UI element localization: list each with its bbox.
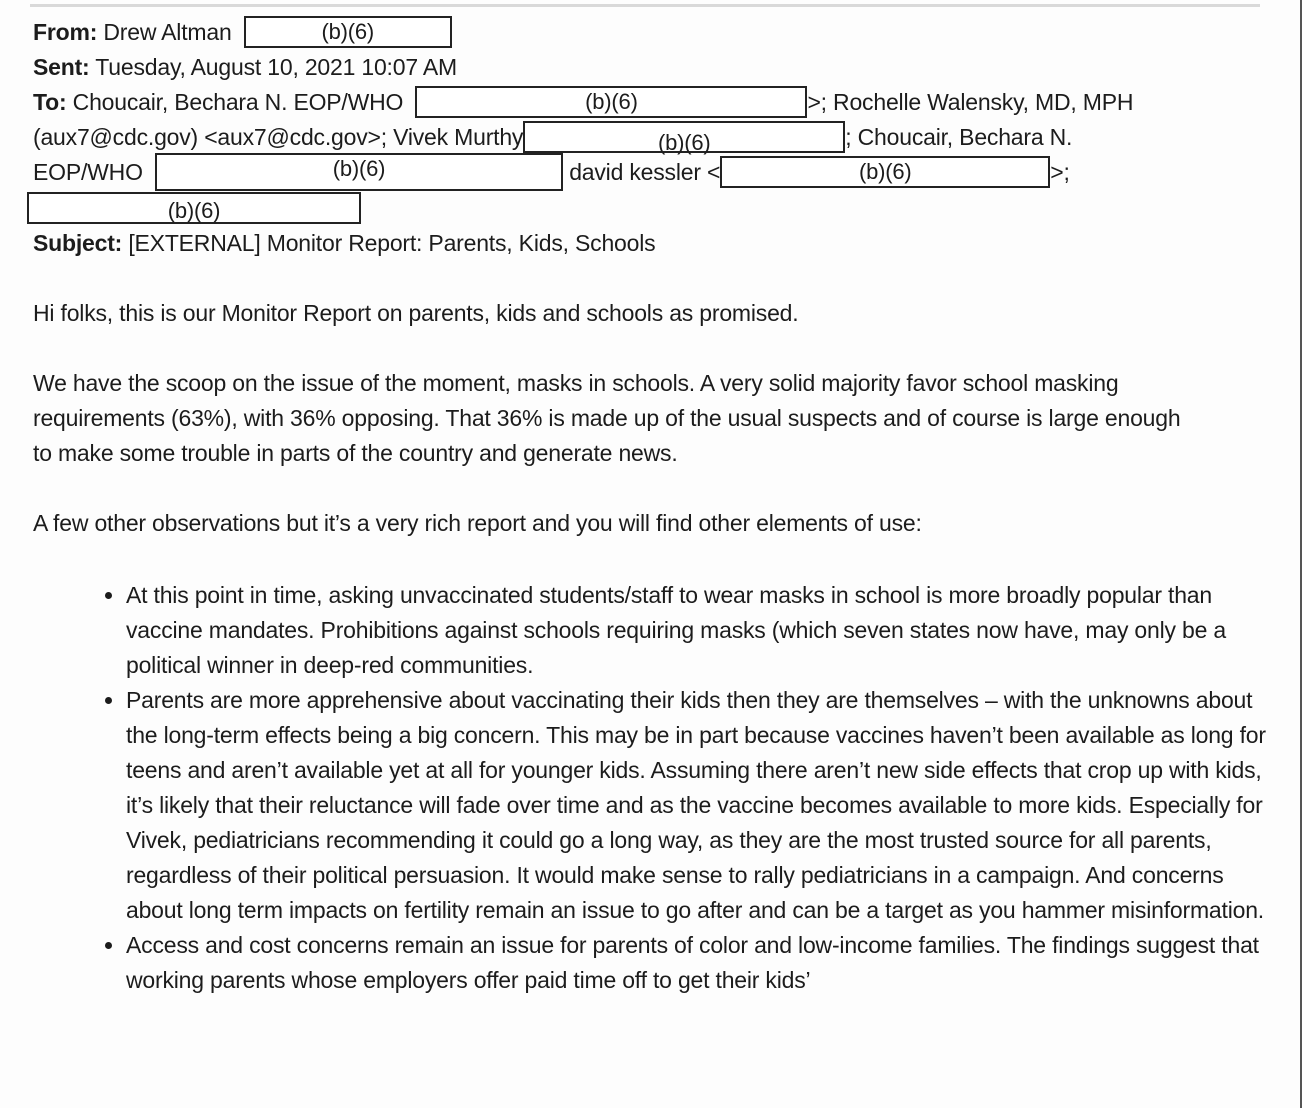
email-document — [33, 15, 1273, 998]
redaction-box — [415, 86, 807, 118]
to-line-1 — [33, 85, 1273, 120]
to-recipient-2-email: (aux7@cdc.gov) <aux7@cdc.gov>; Vivek Murthy — [33, 124, 524, 150]
greeting-paragraph: Hi folks, this is our Monitor Report on parents, kids and schools as promised. — [33, 299, 799, 326]
subject-line — [33, 226, 1273, 261]
redaction-box — [523, 121, 845, 153]
redaction-code: (b)(6) — [585, 88, 638, 114]
to-recipient-5-end: >; — [1050, 159, 1070, 185]
to-line-4 — [33, 191, 1273, 226]
from-label: From: — [33, 19, 98, 45]
subject-value: [EXTERNAL] Monitor Report: Parents, Kids, Schools — [128, 229, 656, 256]
from-line — [33, 15, 1273, 50]
list-item — [33, 683, 1266, 928]
redaction-box — [155, 153, 563, 191]
to-recipient-2: >; Rochelle Walensky, MD, MPH — [807, 89, 1134, 115]
redaction-code: (b)(6) — [167, 197, 221, 223]
subject-label: Subject: — [33, 229, 123, 256]
bullet-icon — [105, 592, 112, 599]
redaction-code: (b)(6) — [858, 158, 912, 184]
list-item — [33, 928, 1266, 998]
redaction-code: (b)(6) — [321, 18, 375, 44]
redaction-code: (b)(6) — [332, 155, 386, 181]
to-label: To: — [33, 89, 67, 115]
to-recipient-5: david kessler < — [569, 159, 721, 185]
sent-label: Sent: — [33, 54, 90, 80]
redaction-code: (b)(6) — [657, 129, 711, 155]
to-recipient-4: ; Choucair, Bechara N. — [845, 124, 1073, 150]
redaction-box — [244, 16, 452, 48]
top-divider — [30, 4, 1260, 7]
redaction-box — [720, 156, 1050, 188]
observations-list — [33, 578, 1273, 998]
redaction-box — [27, 192, 361, 224]
list-item-text: At this point in time, asking unvaccinated students/staff to wear masks in school is more broadly popular than vaccine mandates. Prohibitions against schools requiring masks (which seven states now have, may only be a political winner in deep-red communities. — [126, 581, 1226, 678]
list-item-text: Parents are more apprehensive about vaccinating their kids then they are themselves – with the unknowns about the long-term effects being a big concern. This may be in part because vaccines haven’t been available as long for teens and aren’t available yet at all for younger kids. Assuming there aren’t new side effects that crop up with kids, it’s likely that their reluctance will fade over time and as the vaccine becomes available to more kids. Especially for Vivek, pediatricians recommending it could go a long way, as they are the most trusted source for all parents, regardless of their political persuasion. It would make sense to rally pediatricians in a campaign. And concerns about long term impacts on fertility remain an issue to go after and can be a target as you hammer misinformation. — [126, 686, 1266, 923]
to-line-3 — [33, 155, 1273, 191]
to-line-2 — [33, 120, 1273, 155]
to-recipient-1: Choucair, Bechara N. EOP/WHO — [72, 89, 404, 115]
list-item-text: Access and cost concerns remain an issue for parents of color and low-income families. The findings suggest that working parents whose employers offer paid time off to get their kids’ — [126, 931, 1259, 993]
from-name: Drew Altman — [103, 19, 232, 45]
bullet-icon — [105, 697, 112, 704]
to-recipient-4-cont: EOP/WHO — [33, 159, 143, 185]
list-item — [33, 578, 1266, 683]
observations-intro: A few other observations but it’s a very rich report and you will find other elements of use: — [33, 509, 922, 536]
sent-value: Tuesday, August 10, 2021 10:07 AM — [95, 54, 457, 80]
sent-line — [33, 50, 1273, 85]
bullet-icon — [105, 942, 112, 949]
masks-paragraph: We have the scoop on the issue of the moment, masks in schools. A very solid majority favor school masking requirements (63%), with 36% opposing. That 36% is made up of the usual suspects and of course is large enough to make some trouble in parts of the country and generate news. — [33, 369, 1181, 466]
